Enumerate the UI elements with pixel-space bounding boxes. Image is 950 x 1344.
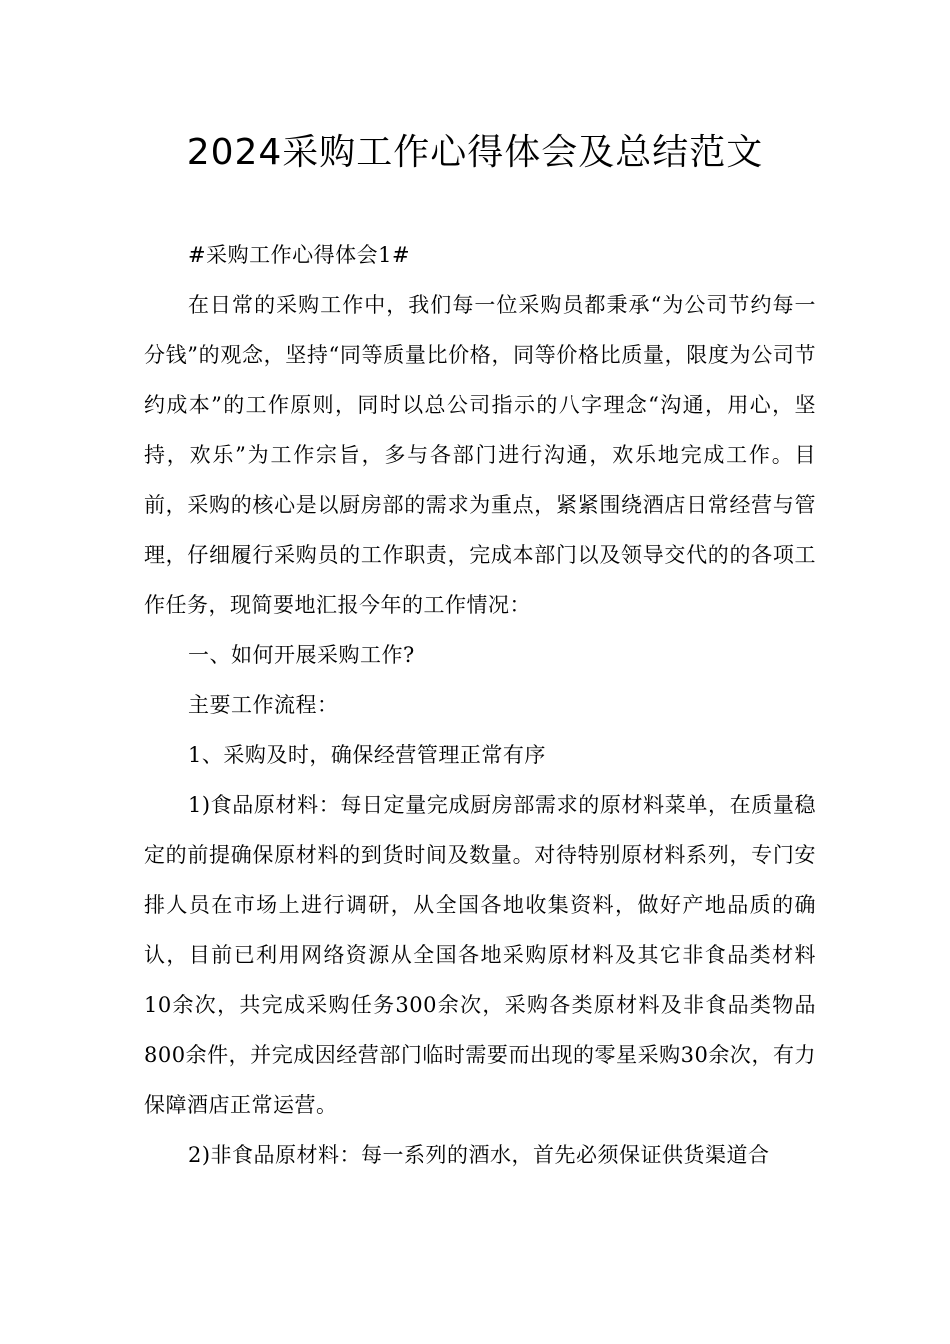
list-item-1: 1、采购及时，确保经营管理正常有序 xyxy=(188,743,546,767)
paragraph-intro: 在日常的采购工作中，我们每一位采购员都秉承“为公司节约每一分钱”的观念，坚持“同等质量比价格，同等价格比质量，限度为公司节约成本”的工作原则，同时以总公司指示的八字理念“沟通，用心，坚持，欢乐”为工作宗旨，多与各部门进行沟通，欢乐地完成工作。目前，采购的核心是以厨房部的需求为重点，紧紧围绕酒店日常经营与管理，仔细履行采购员的工作职责，完成本部门以及领导交代的的各项工作任务，现简要地汇报今年的工作情况： xyxy=(144,293,816,617)
section-heading-1: #采购工作心得体会1# xyxy=(188,243,411,267)
page-title: 2024采购工作心得体会及总结范文 xyxy=(186,132,764,173)
section-heading-how: 一、如何开展采购工作? xyxy=(188,643,415,667)
document-body xyxy=(144,230,816,1180)
subheading-workflow: 主要工作流程： xyxy=(188,693,339,717)
paragraph-non-food-materials: 2)非食品原材料：每一系列的酒水，首先必须保证供货渠道合 xyxy=(188,1143,770,1167)
paragraph-food-materials: 1)食品原材料：每日定量完成厨房部需求的原材料菜单，在质量稳定的前提确保原材料的到货时间及数量。对待特别原材料系列，专门安排人员在市场上进行调研，从全国各地收集资料，做好产地品质的确认，目前已利用网络资源从全国各地采购原材料及其它非食品类材料10余次，共完成采购任务300余次，采购各类原材料及非食品类物品800余件，并完成因经营部门临时需要而出现的零星采购30余次，有力保障酒店正常运营。 xyxy=(144,793,816,1117)
